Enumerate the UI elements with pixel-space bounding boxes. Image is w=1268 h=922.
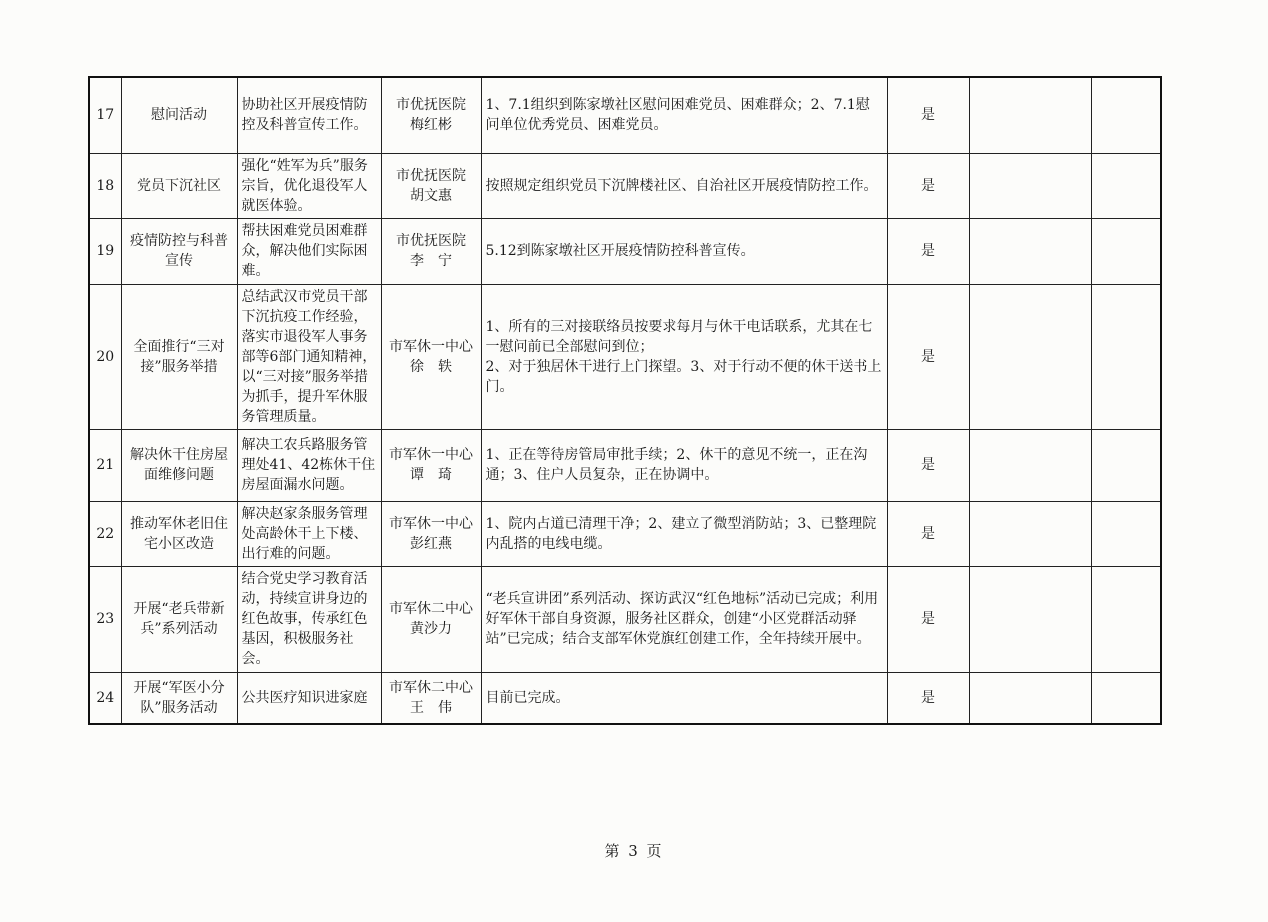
- row-blank-1: [969, 77, 1091, 153]
- row-completed: 是: [887, 153, 969, 218]
- row-number: 18: [89, 153, 121, 218]
- responsible-unit: 市军休二中心: [389, 679, 473, 696]
- row-blank-1: [969, 218, 1091, 284]
- responsible-person: 李 宁: [410, 253, 452, 269]
- row-item: 疫情防控与科普宣传: [121, 218, 237, 284]
- responsible-person: 梅红彬: [410, 117, 452, 134]
- row-content: 解决赵家条服务管理处高龄休干上下楼、出行难的问题。: [237, 501, 381, 566]
- row-responsible: [381, 566, 481, 672]
- table-row: [89, 501, 1161, 566]
- table-row: [89, 153, 1161, 218]
- row-blank-2: [1091, 153, 1161, 218]
- responsible-unit: 市优抚医院: [396, 233, 466, 249]
- row-item: 解决休干住房屋面维修问题: [121, 429, 237, 501]
- row-blank-2: [1091, 284, 1161, 429]
- responsible-unit: 市军休一中心: [389, 515, 473, 532]
- row-number: 24: [89, 672, 121, 724]
- row-progress: “老兵宣讲团”系列活动、探访武汉“红色地标”活动已完成；利用好军休干部自身资源，服务社区群众，创建“小区党群活动驿站”已完成；结合支部军休党旗红创建工作，全年持续开展中。: [481, 566, 887, 672]
- row-number: 21: [89, 429, 121, 501]
- responsible-unit: 市军休一中心: [389, 447, 473, 463]
- row-blank-2: [1091, 672, 1161, 724]
- responsible-person: 谭 琦: [410, 467, 452, 483]
- row-completed: 是: [887, 284, 969, 429]
- row-number: 19: [89, 218, 121, 284]
- row-blank-1: [969, 153, 1091, 218]
- row-completed: 是: [887, 429, 969, 501]
- table-row: [89, 429, 1161, 501]
- row-progress: 1、正在等待房管局审批手续；2、休干的意见不统一，正在沟通；3、住户人员复杂，正在协调中。: [481, 429, 887, 501]
- responsible-person: 徐 轶: [410, 358, 452, 375]
- row-content: 公共医疗知识进家庭: [237, 672, 381, 724]
- task-table: [88, 76, 1162, 725]
- responsible-person: 黄沙力: [410, 621, 452, 637]
- row-responsible: [381, 77, 481, 153]
- responsible-unit: 市优抚医院: [396, 97, 466, 114]
- row-progress: 5.12到陈家墩社区开展疫情防控科普宣传。: [481, 218, 887, 284]
- responsible-person: 王 伟: [410, 699, 452, 716]
- row-number: 17: [89, 77, 121, 153]
- row-blank-1: [969, 501, 1091, 566]
- row-blank-2: [1091, 218, 1161, 284]
- row-blank-2: [1091, 566, 1161, 672]
- row-number: 23: [89, 566, 121, 672]
- row-responsible: [381, 672, 481, 724]
- row-blank-1: [969, 566, 1091, 672]
- row-item: 开展“老兵带新兵”系列活动: [121, 566, 237, 672]
- row-content: 协助社区开展疫情防控及科普宣传工作。: [237, 77, 381, 153]
- row-blank-2: [1091, 501, 1161, 566]
- row-completed: 是: [887, 77, 969, 153]
- row-blank-2: [1091, 429, 1161, 501]
- row-responsible: [381, 218, 481, 284]
- row-content: 结合党史学习教育活动，持续宣讲身边的红色故事，传承红色基因，积极服务社会。: [237, 566, 381, 672]
- responsible-person: 彭红燕: [410, 535, 452, 552]
- responsible-unit: 市军休一中心: [389, 338, 473, 355]
- table-row: [89, 218, 1161, 284]
- row-number: 20: [89, 284, 121, 429]
- row-completed: 是: [887, 566, 969, 672]
- row-progress: 目前已完成。: [481, 672, 887, 724]
- table-row: [89, 77, 1161, 153]
- row-item: 全面推行“三对接”服务举措: [121, 284, 237, 429]
- responsible-unit: 市优抚医院: [396, 167, 466, 184]
- row-blank-2: [1091, 77, 1161, 153]
- row-progress: 1、7.1组织到陈家墩社区慰问困难党员、困难群众；2、7.1慰问单位优秀党员、困难党员。: [481, 77, 887, 153]
- table-row: [89, 284, 1161, 429]
- row-responsible: [381, 429, 481, 501]
- row-responsible: [381, 153, 481, 218]
- row-completed: 是: [887, 672, 969, 724]
- page-number: 第 3 页: [604, 842, 664, 860]
- row-content: 帮扶困难党员困难群众，解决他们实际困难。: [237, 218, 381, 284]
- row-progress: 1、院内占道已清理干净；2、建立了微型消防站；3、已整理院内乱搭的电线电缆。: [481, 501, 887, 566]
- responsible-person: 胡文惠: [410, 187, 452, 204]
- row-number: 22: [89, 501, 121, 566]
- row-responsible: [381, 284, 481, 429]
- row-content: 解决工农兵路服务管理处41、42栋休干住房屋面漏水问题。: [237, 429, 381, 501]
- row-completed: 是: [887, 501, 969, 566]
- row-content: 强化“姓军为兵”服务宗旨，优化退役军人就医体验。: [237, 153, 381, 218]
- row-blank-1: [969, 284, 1091, 429]
- row-blank-1: [969, 672, 1091, 724]
- table-row: [89, 566, 1161, 672]
- row-content: 总结武汉市党员干部下沉抗疫工作经验，落实市退役军人事务部等6部门通知精神，以“三对接”服务举措为抓手，提升军休服务管理质量。: [237, 284, 381, 429]
- row-item: 慰问活动: [121, 77, 237, 153]
- row-responsible: [381, 501, 481, 566]
- row-item: 开展“军医小分队”服务活动: [121, 672, 237, 724]
- responsible-unit: 市军休二中心: [389, 601, 473, 617]
- row-progress: 1、所有的三对接联络员按要求每月与休干电话联系，尤其在七一慰问前已全部慰问到位； 2、对于独居休干进行上门探望。3、对于行动不便的休干送书上门。: [481, 284, 887, 429]
- row-completed: 是: [887, 218, 969, 284]
- row-progress: 按照规定组织党员下沉牌楼社区、自治社区开展疫情防控工作。: [481, 153, 887, 218]
- row-item: 推动军休老旧住宅小区改造: [121, 501, 237, 566]
- row-blank-1: [969, 429, 1091, 501]
- row-item: 党员下沉社区: [121, 153, 237, 218]
- table-row: [89, 672, 1161, 724]
